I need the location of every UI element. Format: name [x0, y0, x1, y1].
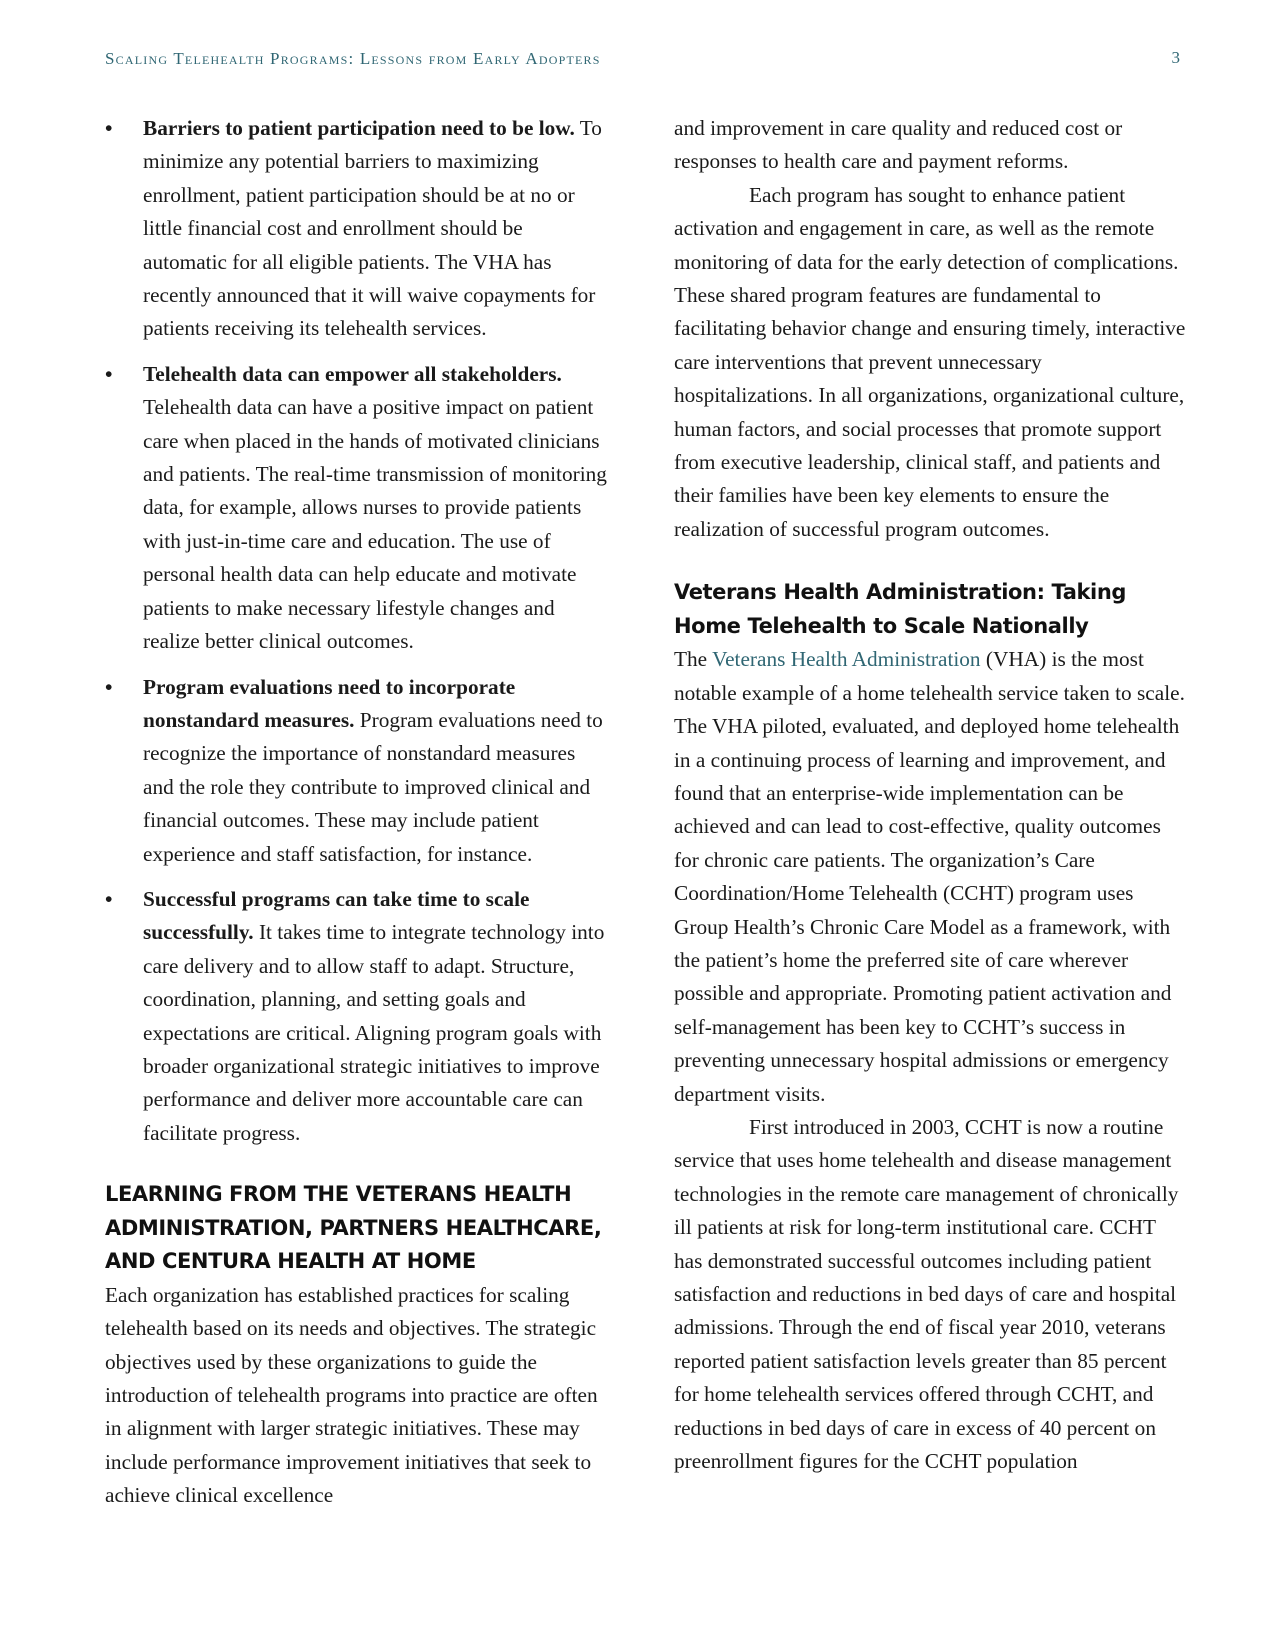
- section-paragraph: Each organization has established practices for scaling telehealth based on its needs and objectives. The strategic objectives used by these organizations to guide the introduction of telehealth programs into practice are often in alignment with larger strategic initiatives. These may include performance improvement initiatives that seek to achieve clinical excellence: [105, 1282, 598, 1508]
- body-paragraph: Each program has sought to enhance patient activation and engagement in care, as well as the remote monitoring of data for the early detection of complications. These shared program features are fundamental to facilitating behavior change and ensuring timely, interactive care interventions that prevent unnecessary hospitalizations. In all organizations, organizational culture, human factors, and social processes that promote support from executive leadership, clinical staff, and patients and their families have been key elements to ensure the realization of successful program outcomes.: [674, 182, 1186, 541]
- section-heading: LEARNING FROM THE VETERANS HEALTH ADMINISTRATION, PARTNERS HEALTHCARE, AND CENTURA HEALTH AT HOME: [105, 1182, 602, 1274]
- bullet-text: Program evaluations need to recognize the importance of nonstandard measures and the role they contribute to improved clinical and financial outcomes. These may include patient experience and staff satisfaction, for instance.: [143, 707, 603, 866]
- vha-intro-paragraph: [674, 643, 1186, 1111]
- subsection-heading: Veterans Health Administration: Taking Home Telehealth to Scale Nationally: [674, 580, 1127, 638]
- list-item: [105, 358, 610, 659]
- list-item: [105, 671, 610, 871]
- list-item: [105, 883, 610, 1150]
- vha-intro-prefix: The: [674, 647, 713, 672]
- bullet-lead: Telehealth data can empower all stakeholders.: [143, 361, 562, 386]
- vha-intro-text: (VHA) is the most notable example of a home telehealth service taken to scale. The VHA piloted, evaluated, and deployed home telehealth in a continuing process of learning and improvement, and found that an enterprise-wide implementation can be achieved and can lead to cost-effective, quality outcomes for chronic care patients. The organization’s Care Coordination/Home Telehealth (CCHT) program uses Group Health’s Chronic Care Model as a framework, with the patient’s home the preferred site of care wherever possible and appropriate. Promoting patient activation and self-management has been key to CCHT’s success in preventing unnecessary hospital admissions or emergency department visits.: [674, 647, 1185, 1106]
- running-title: Scaling Telehealth Programs: Lessons from Early Adopters: [105, 49, 601, 68]
- bullet-icon: •: [105, 674, 113, 699]
- bullet-lead: Successful programs can take time to scale successfully.: [143, 886, 530, 945]
- list-item: [105, 112, 610, 346]
- left-column: [105, 112, 610, 1513]
- right-column: [674, 112, 1186, 1478]
- bullet-lead: Program evaluations need to incorporate nonstandard measures.: [143, 674, 516, 732]
- bullet-icon: •: [105, 886, 113, 911]
- key-lessons-list: [105, 112, 610, 1150]
- bullet-text: Telehealth data can have a positive impact on patient care when placed in the hands of motivated clinicians and patients. The real-time transmission of monitoring data, for example, allows nurses to provide patients with just-in-time care and education. The use of personal health data can help educate and motivate patients to make necessary lifestyle changes and realize better clinical outcomes.: [143, 395, 607, 654]
- vha-link[interactable]: Veterans Health Administration: [712, 647, 981, 672]
- page-number: 3: [1171, 48, 1180, 67]
- bullet-lead: Barriers to patient participation need to be low.: [143, 116, 575, 140]
- bullet-text: To minimize any potential barriers to maximizing enrollment, patient participation should be at no or little financial cost and enrollment should be automatic for all eligible patients. The VHA has recently announced that it will waive copayments for patients receiving its telehealth services.: [143, 116, 602, 341]
- bullet-icon: •: [105, 361, 113, 386]
- bullet-icon: •: [105, 116, 113, 140]
- cchT-paragraph: First introduced in 2003, CCHT is now a routine service that uses home telehealth and disease management technologies in the remote care management of chronically ill patients at risk for long-term institutional care. CCHT has demonstrated successful outcomes including patient satisfaction and reductions in bed days of care and hospital admissions. Through the end of fiscal year 2010, veterans reported patient satisfaction levels greater than 85 percent for home telehealth services offered through CCHT, and reductions in bed days of care in excess of 40 percent on preenrollment figures for the CCHT population: [674, 1114, 1179, 1474]
- bullet-text: It takes time to integrate technology into care delivery and to allow staff to adapt. Structure, coordination, planning, and setting goals and expectations are critical. Aligning program goals with broader organizational strategic initiatives to improve performance and deliver more accountable care can facilitate progress.: [143, 920, 605, 1145]
- continued-paragraph: and improvement in care quality and reduced cost or responses to health care and payment reforms.: [674, 116, 1123, 174]
